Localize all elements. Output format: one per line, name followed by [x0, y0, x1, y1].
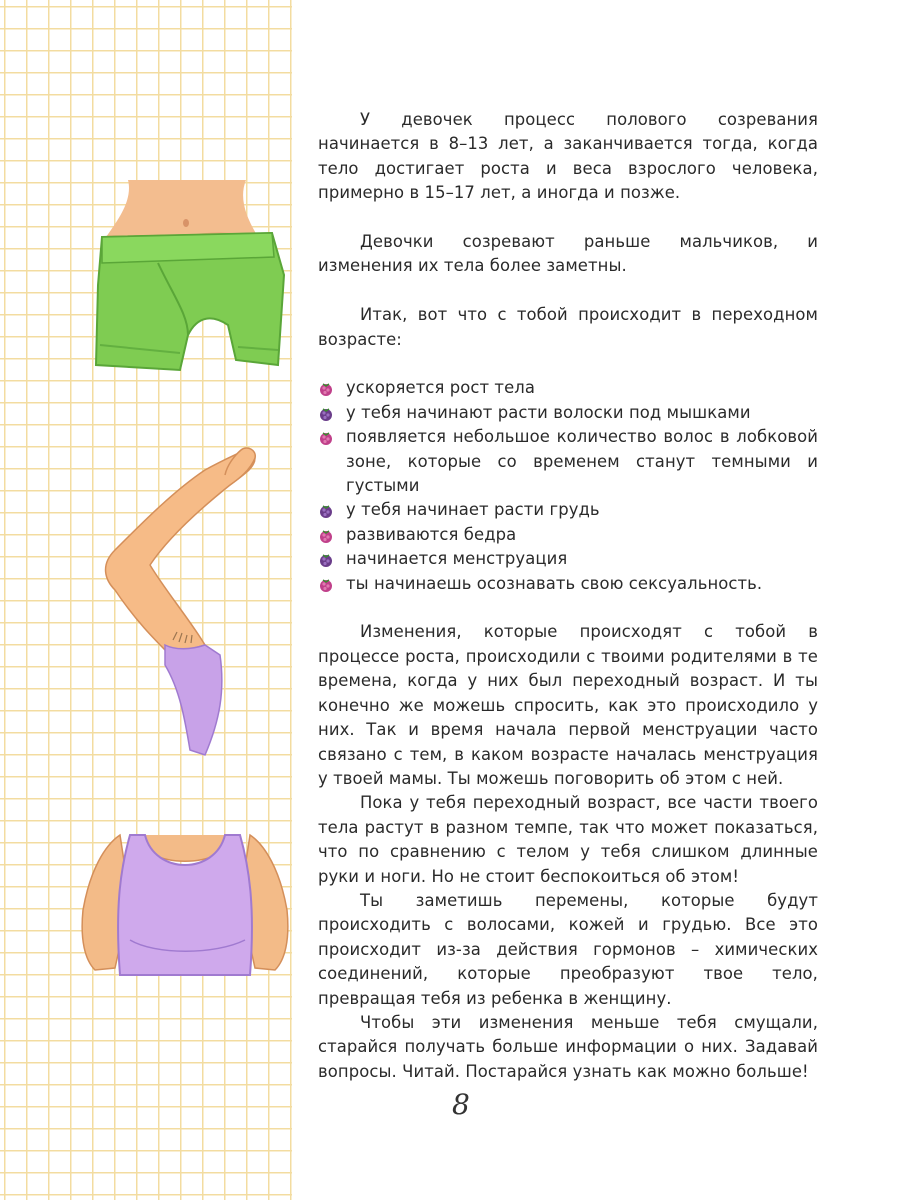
list-item [318, 425, 818, 498]
list-item [318, 547, 818, 571]
changes-list [318, 376, 818, 596]
shorts-illustration [88, 175, 288, 385]
list-item [318, 572, 818, 596]
paragraph: Чтобы эти изменения меньше тебя смущали, старайся получать больше информации о них. Задавай вопросы. Читай. Постарайся узнать как можно больше! [318, 1012, 818, 1081]
blackberry-icon [318, 552, 334, 568]
raspberry-icon [318, 577, 334, 593]
raspberry-icon [318, 528, 334, 544]
arm-illustration [95, 440, 260, 760]
list-item [318, 376, 818, 400]
blackberry-icon [318, 503, 334, 519]
paragraph: Изменения, которые происходят с тобой в процессе роста, происходили с твоими родителями в те времена, когда у них был переходный возраст. И ты конечно же можешь спросить, как это происходило у них. Так и время начала первой менструации часто связано с тем, в каком возрасте началась менструация у твоей мамы. Ты можешь поговорить об этом с ней. [318, 622, 818, 788]
list-item-text: ты начинаешь осознавать свою сексуальность. [346, 573, 763, 593]
paragraph: Итак, вот что с тобой происходит в переходном возрасте: [318, 305, 818, 349]
page-number: 8 [452, 1088, 470, 1121]
list-item-text: ускоряется рост тела [346, 378, 535, 398]
blackberry-icon [318, 406, 334, 422]
paragraph: Ты заметишь перемены, которые будут происходить с волосами, кожей и грудью. Все это происходит из-за действия гормонов – химических соединений, которые преобразуют твое тело, превращая тебя из ребенка в женщину. [318, 890, 818, 1008]
list-item-text: у тебя начинают расти волоски под мышками [346, 402, 751, 422]
list-item-text: развиваются бедра [346, 524, 517, 544]
list-item [318, 523, 818, 547]
paragraph: Пока у тебя переходный возраст, все части твоего тела растут в разном темпе, так что может показаться, что по сравнению с телом у тебя слишком длинные руки и ноги. Но не стоит беспокоиться об этом! [318, 793, 818, 886]
raspberry-icon [318, 430, 334, 446]
paragraph: Девочки созревают раньше мальчиков, и изменения их тела более заметны. [318, 232, 818, 276]
main-text [318, 108, 818, 1084]
list-item [318, 401, 818, 425]
raspberry-icon [318, 381, 334, 397]
list-item-text: появляется небольшое количество волос в лобковой зоне, которые со временем станут темными и густыми [346, 427, 818, 496]
paragraph: У девочек процесс полового созревания начинается в 8–13 лет, а заканчивается тогда, когда тело достигает роста и веса взрослого человека, примерно в 15–17 лет, а иногда и позже. [318, 110, 818, 203]
tank-top-illustration [75, 830, 295, 980]
list-item [318, 498, 818, 522]
list-item-text: у тебя начинает расти грудь [346, 500, 600, 520]
list-item-text: начинается менструация [346, 549, 568, 569]
